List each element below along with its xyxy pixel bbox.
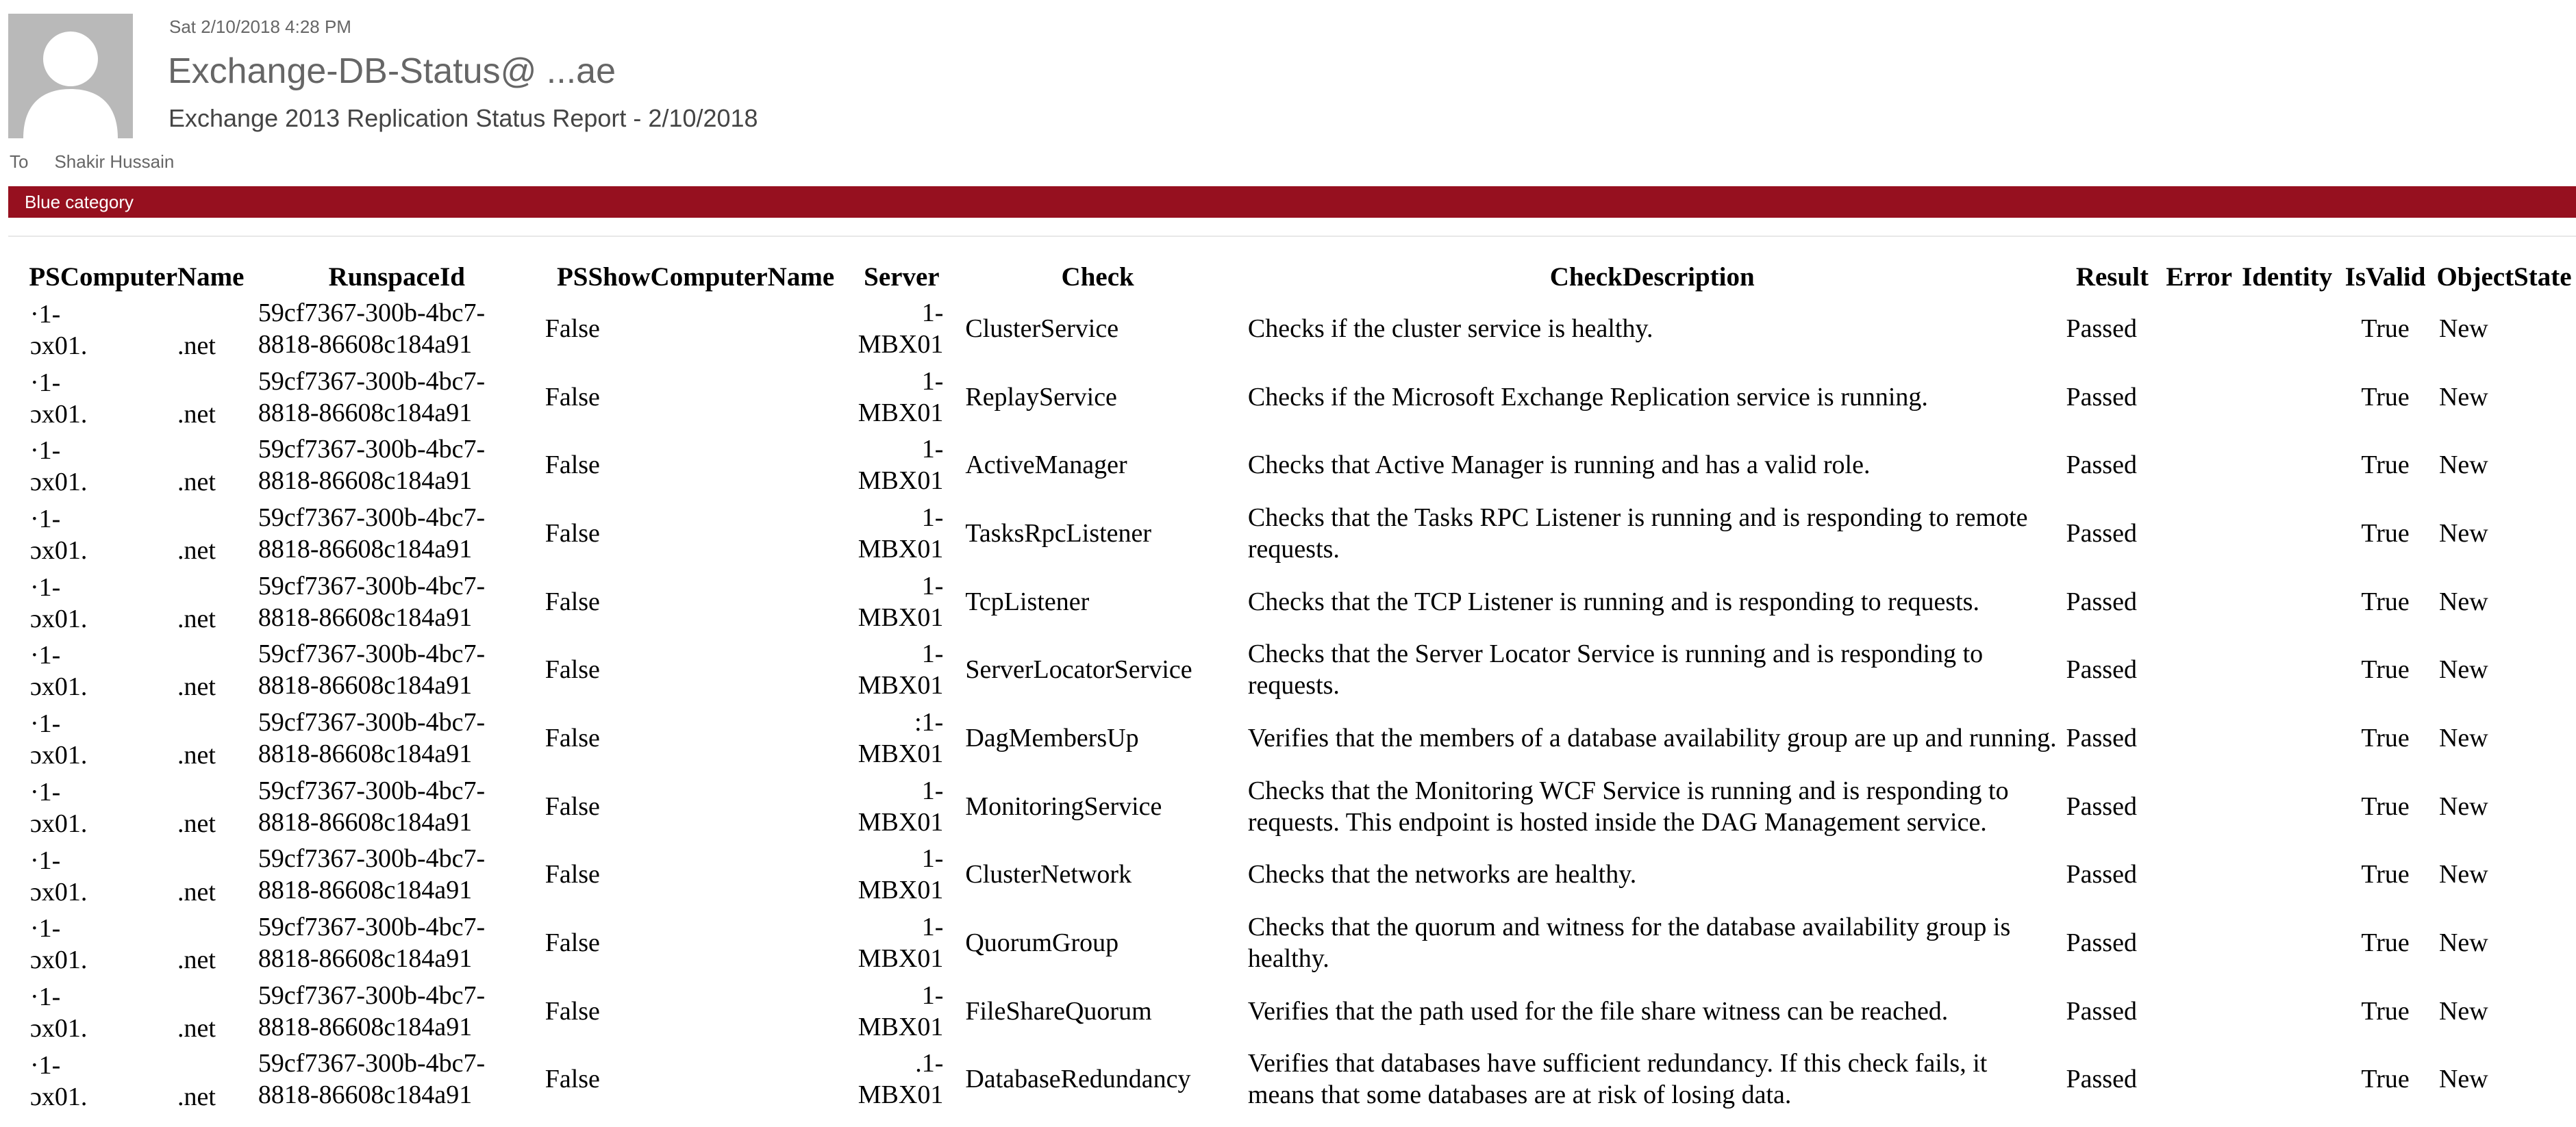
ps-show-computer-name-cell: False [545,1065,600,1094]
column-header: PSComputerName [29,262,245,292]
ps-computer-name-cell [21,977,253,1046]
table-row [21,909,2576,977]
computer-name-fragment: ·1- [30,572,61,602]
check-cell: ServerLocatorService [965,655,1192,685]
object-state-cell: New [2438,792,2488,821]
check-description-cell: Checks that the quorum and witness for the database availability group is healthy. [1247,913,2011,974]
category-bar[interactable]: Blue category [8,186,2576,218]
check-cell: ActiveManager [965,451,1127,480]
server-cell: 1-MBX01 [858,298,944,359]
result-cell: Passed [2066,655,2137,685]
check-cell: ClusterNetwork [965,860,1132,889]
computer-name-fragment: ɔx01. [30,1013,88,1043]
is-valid-cell: True [2361,996,2410,1026]
identity-cell [2236,635,2338,704]
object-state-cell: New [2438,723,2488,752]
ps-show-computer-name-cell: False [545,587,600,616]
check-description-cell: Verifies that the path used for the file share witness can be reached. [1247,996,1949,1026]
is-valid-cell: True [2361,314,2410,343]
computer-name-fragment: ɔx01. [30,946,88,975]
ps-show-computer-name-cell: False [545,996,600,1026]
server-cell: 1-MBX01 [858,571,944,632]
ps-show-computer-name-cell: False [545,723,600,752]
recipient-line [10,151,174,173]
object-state-cell: New [2438,451,2488,480]
identity-cell [2236,772,2338,841]
ps-show-computer-name-cell: False [545,382,600,411]
computer-name-fragment: ·1- [30,1050,61,1080]
table-row [21,977,2576,1046]
is-valid-cell: True [2361,1065,2410,1094]
ps-show-computer-name-cell: False [545,792,600,821]
table-row [21,772,2576,841]
column-header: Check [1061,262,1134,292]
column-header: Identity [2242,262,2333,292]
computer-name-fragment: ɔx01. [30,604,88,633]
computer-name-fragment: ɔx01. [30,331,88,360]
ps-computer-name-cell [21,499,253,568]
computer-name-fragment: ɔx01. [30,399,88,429]
computer-name-fragment: .net [177,809,216,838]
computer-name-fragment: ɔx01. [30,809,88,838]
ps-show-computer-name-cell: False [545,928,600,958]
server-cell: 1-MBX01 [858,366,944,427]
computer-name-fragment: ·1- [30,982,61,1011]
error-cell [2162,704,2236,772]
is-valid-cell: True [2361,723,2410,752]
check-cell: TasksRpcListener [965,518,1152,548]
runspace-id-cell: 59cf7367-300b-4bc7-8818-86608c184a91 [258,844,486,905]
runspace-id-cell: 59cf7367-300b-4bc7-8818-86608c184a91 [258,298,486,359]
check-cell: FileShareQuorum [965,996,1152,1026]
person-icon [8,14,133,138]
email-header [0,0,2576,186]
error-cell [2162,568,2236,636]
check-description-cell: Checks if the cluster service is healthy. [1247,314,1653,343]
table-row [21,294,2576,363]
object-state-cell: New [2438,587,2488,616]
check-description-cell: Verifies that the members of a database availability group are up and running. [1247,723,2057,752]
computer-name-fragment: ɔx01. [30,1082,88,1111]
ps-computer-name-cell [21,704,253,772]
ps-show-computer-name-cell: False [545,655,600,685]
computer-name-fragment: .net [177,877,216,907]
identity-cell [2236,363,2338,431]
computer-name-fragment: .net [177,1082,216,1111]
avatar[interactable] [8,14,133,138]
ps-show-computer-name-cell: False [545,518,600,548]
sent-date: Sat 2/10/2018 4:28 PM [169,16,351,37]
computer-name-fragment: ·1- [30,505,61,534]
error-cell [2162,635,2236,704]
check-description-cell: Checks that the Tasks RPC Listener is running and is responding to remote requests. [1247,503,2028,564]
result-cell: Passed [2066,792,2137,821]
ps-computer-name-cell [21,431,253,499]
runspace-id-cell: 59cf7367-300b-4bc7-8818-86608c184a91 [258,503,486,564]
check-description-cell: Checks that Active Manager is running and has a valid role. [1247,451,1871,480]
check-description-cell: Checks if the Microsoft Exchange Replication service is running. [1247,382,1928,411]
object-state-cell: New [2438,314,2488,343]
column-header: ObjectState [2436,262,2572,292]
computer-name-fragment: .net [177,1013,216,1043]
computer-name-fragment: ·1- [30,436,61,466]
runspace-id-cell: 59cf7367-300b-4bc7-8818-86608c184a91 [258,913,486,974]
ps-computer-name-cell [21,635,253,704]
ps-computer-name-cell [21,1046,253,1114]
server-cell: 1-MBX01 [858,640,944,700]
is-valid-cell: True [2361,518,2410,548]
identity-cell [2236,431,2338,499]
error-cell [2162,772,2236,841]
table-row [21,568,2576,636]
identity-cell [2236,704,2338,772]
table-row [21,363,2576,431]
ps-show-computer-name-cell: False [545,314,600,343]
ps-computer-name-cell [21,772,253,841]
runspace-id-cell: 59cf7367-300b-4bc7-8818-86608c184a91 [258,1049,486,1110]
is-valid-cell: True [2361,655,2410,685]
email-subject: Exchange 2013 Replication Status Report - 2/10/2018 [168,104,758,132]
column-header: PSShowComputerName [556,262,835,292]
identity-cell [2236,499,2338,568]
computer-name-fragment: .net [177,604,216,633]
result-cell: Passed [2066,1065,2137,1094]
ps-computer-name-cell [21,363,253,431]
table-row [21,499,2576,568]
computer-name-fragment: .net [177,741,216,770]
computer-name-fragment: ɔx01. [30,536,88,566]
runspace-id-cell: 59cf7367-300b-4bc7-8818-86608c184a91 [258,571,486,632]
result-cell: Passed [2066,518,2137,548]
check-description-cell: Verifies that databases have sufficient redundancy. If this check fails, it means that some databases are at risk of losing data. [1247,1049,1988,1110]
identity-cell [2236,909,2338,977]
is-valid-cell: True [2361,928,2410,958]
computer-name-fragment: .net [177,536,216,566]
column-header: Result [2075,262,2149,292]
error-cell [2162,909,2236,977]
error-cell [2162,977,2236,1046]
check-cell: DagMembersUp [965,723,1139,752]
error-cell [2162,294,2236,363]
computer-name-fragment: ɔx01. [30,672,88,702]
result-cell: Passed [2066,587,2137,616]
table-row [21,841,2576,909]
runspace-id-cell: 59cf7367-300b-4bc7-8818-86608c184a91 [258,640,486,700]
result-cell: Passed [2066,451,2137,480]
object-state-cell: New [2438,996,2488,1026]
result-cell: Passed [2066,723,2137,752]
computer-name-fragment: .net [177,468,216,497]
is-valid-cell: True [2361,792,2410,821]
object-state-cell: New [2438,655,2488,685]
identity-cell [2236,977,2338,1046]
object-state-cell: New [2438,518,2488,548]
table-row [21,704,2576,772]
column-header: RunspaceId [328,262,465,292]
check-description-cell: Checks that the Server Locator Service is running and is responding to requests. [1247,640,1984,700]
check-description-cell: Checks that the TCP Listener is running and is responding to requests. [1247,587,1979,616]
ps-computer-name-cell [21,841,253,909]
computer-name-fragment: ·1- [30,914,61,944]
error-cell [2162,363,2236,431]
identity-cell [2236,841,2338,909]
server-cell: 1-MBX01 [858,435,944,496]
runspace-id-cell: 59cf7367-300b-4bc7-8818-86608c184a91 [258,980,486,1041]
to-label: To [10,151,29,172]
ps-show-computer-name-cell: False [545,451,600,480]
check-cell: QuorumGroup [965,928,1119,958]
result-cell: Passed [2066,996,2137,1026]
column-header: Error [2166,262,2233,292]
server-cell: 1-MBX01 [858,844,944,905]
report-body [21,259,2576,1113]
runspace-id-cell: 59cf7367-300b-4bc7-8818-86608c184a91 [258,435,486,496]
computer-name-fragment: ·1- [30,777,61,807]
server-cell: 1-MBX01 [858,913,944,974]
is-valid-cell: True [2361,587,2410,616]
result-cell: Passed [2066,314,2137,343]
server-cell: 1-MBX01 [858,980,944,1041]
computer-name-fragment: ·1- [30,709,61,739]
check-cell: ClusterService [965,314,1119,343]
runspace-id-cell: 59cf7367-300b-4bc7-8818-86608c184a91 [258,366,486,427]
computer-name-fragment: ·1- [30,641,61,670]
result-cell: Passed [2066,860,2137,889]
identity-cell [2236,568,2338,636]
computer-name-fragment: ɔx01. [30,468,88,497]
computer-name-fragment: .net [177,672,216,702]
recipient-name[interactable]: Shakir Hussain [54,151,175,172]
server-cell: .1-MBX01 [858,1049,944,1110]
check-description-cell: Checks that the networks are healthy. [1247,860,1637,889]
server-cell: :1-MBX01 [858,707,944,768]
column-header: CheckDescription [1549,262,1755,292]
result-cell: Passed [2066,928,2137,958]
replication-status-table [21,259,2576,1113]
computer-name-fragment: ·1- [30,300,61,329]
result-cell: Passed [2066,382,2137,411]
column-header: IsValid [2344,262,2426,292]
server-cell: 1-MBX01 [858,776,944,837]
object-state-cell: New [2438,860,2488,889]
table-row [21,431,2576,499]
table-header-row [21,259,2576,294]
computer-name-fragment: ɔx01. [30,877,88,907]
check-cell: MonitoringService [965,792,1162,821]
check-cell: TcpListener [965,587,1090,616]
computer-name-fragment: ·1- [30,846,61,875]
ps-computer-name-cell [21,909,253,977]
is-valid-cell: True [2361,382,2410,411]
identity-cell [2236,294,2338,363]
ps-computer-name-cell [21,568,253,636]
computer-name-fragment: .net [177,946,216,975]
error-cell [2162,841,2236,909]
table-row [21,1046,2576,1114]
error-cell [2162,1046,2236,1114]
identity-cell [2236,1046,2338,1114]
runspace-id-cell: 59cf7367-300b-4bc7-8818-86608c184a91 [258,707,486,768]
table-row [21,635,2576,704]
ps-show-computer-name-cell: False [545,860,600,889]
check-description-cell: Checks that the Monitoring WCF Service is running and is responding to requests. This endpoint is hosted inside the DAG Management service. [1247,776,2009,837]
computer-name-fragment: ɔx01. [30,741,88,770]
check-cell: ReplayService [965,382,1117,411]
error-cell [2162,499,2236,568]
computer-name-fragment: .net [177,399,216,429]
is-valid-cell: True [2361,860,2410,889]
column-header: Server [864,262,940,292]
object-state-cell: New [2438,1065,2488,1094]
error-cell [2162,431,2236,499]
object-state-cell: New [2438,382,2488,411]
computer-name-fragment: .net [177,331,216,360]
check-cell: DatabaseRedundancy [965,1065,1191,1094]
sender-address[interactable]: Exchange-DB-Status@ ...ae [168,51,616,91]
object-state-cell: New [2438,928,2488,958]
divider [8,236,2576,237]
is-valid-cell: True [2361,451,2410,480]
server-cell: 1-MBX01 [858,503,944,564]
ps-computer-name-cell [21,294,253,363]
runspace-id-cell: 59cf7367-300b-4bc7-8818-86608c184a91 [258,776,486,837]
computer-name-fragment: ·1- [30,368,61,397]
